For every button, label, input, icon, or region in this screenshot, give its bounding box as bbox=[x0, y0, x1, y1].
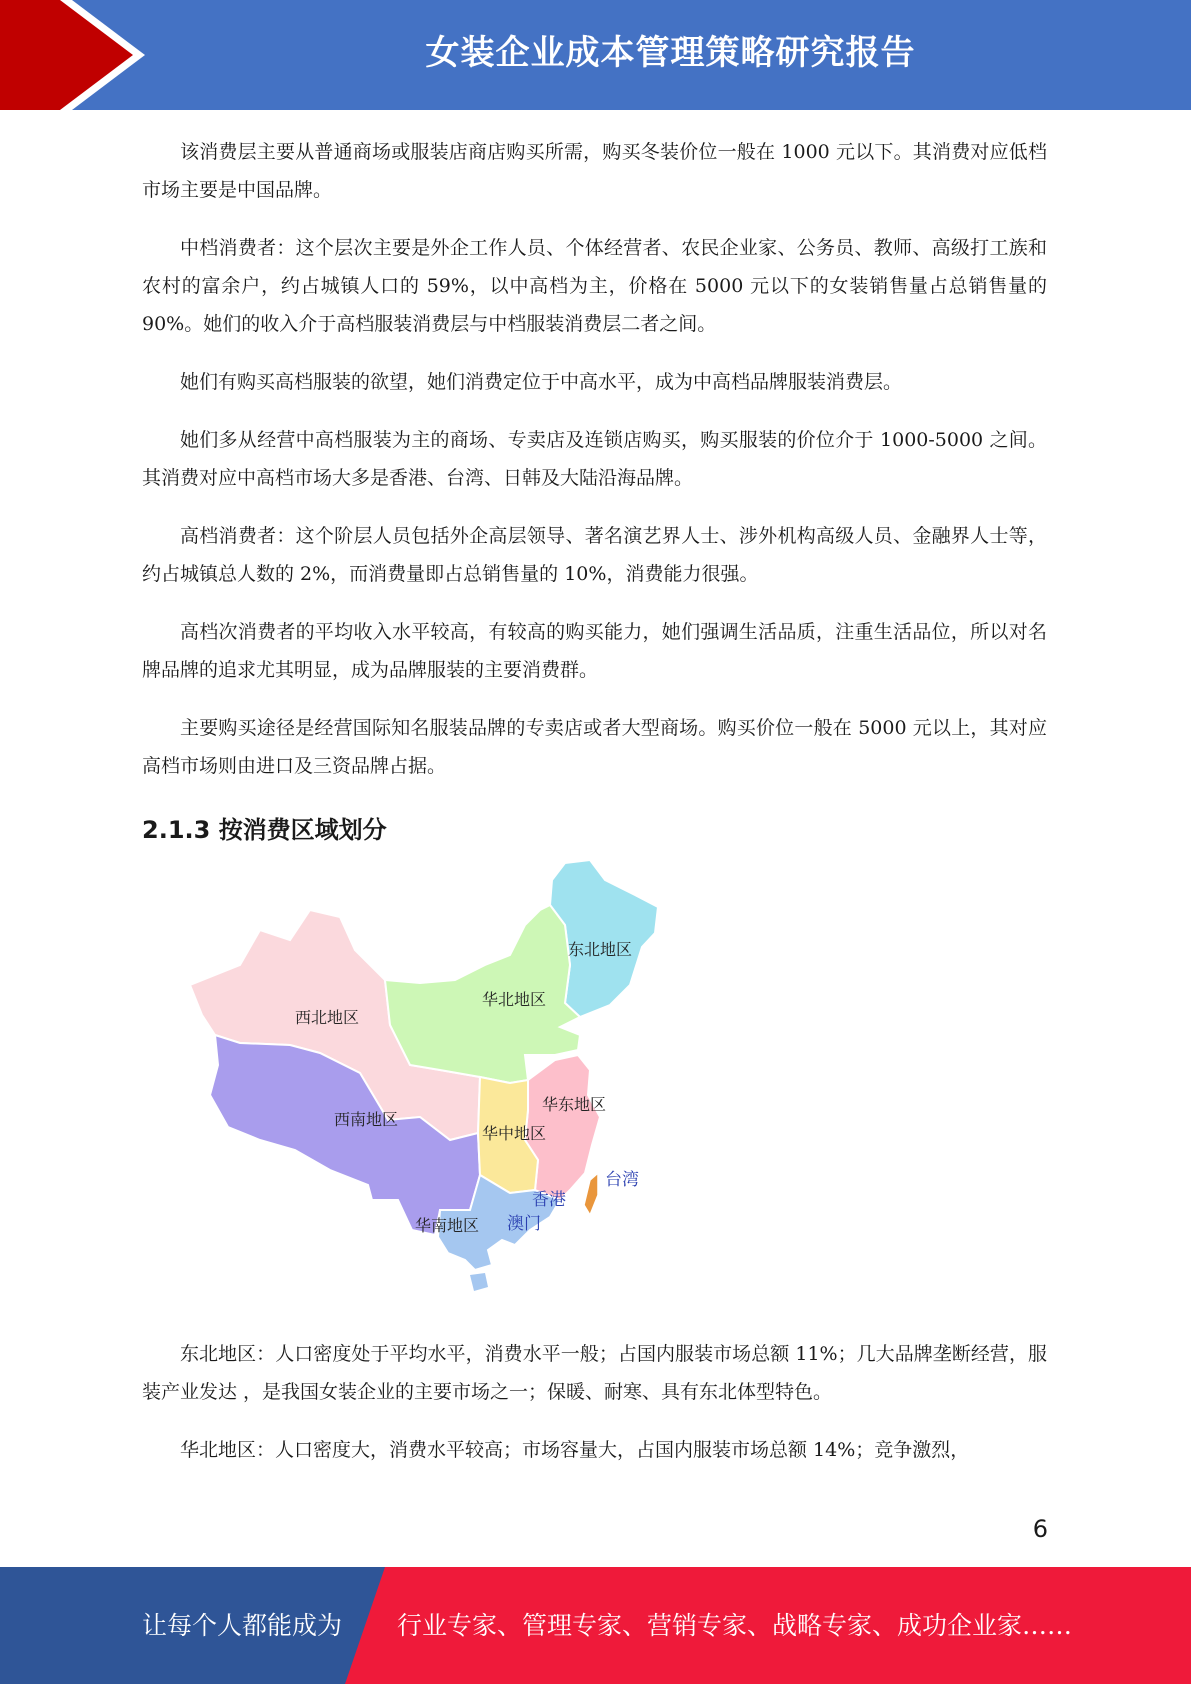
footer-slogan-right: 行业专家、管理专家、营销专家、战略专家、成功企业家…… bbox=[397, 1611, 1073, 1640]
label-south: 华南地区 bbox=[415, 1216, 480, 1235]
label-southwest: 西南地区 bbox=[334, 1110, 399, 1129]
paragraph: 中档消费者：这个层次主要是外企工作人员、个体经营者、农民企业家、公务员、教师、高级打工族和农村的富余户，约占城镇人口的 59%，以中高档为主，价格在 5000 元以下的女装销售量占总销售量的 90%。她们的收入介于高档服装消费层与中档服装消费层二者之间。 bbox=[142, 237, 1047, 335]
section-heading: 2.1.3 按消费区域划分 bbox=[142, 816, 387, 844]
label-macau: 澳门 bbox=[507, 1214, 541, 1234]
footer-slogan-left: 让每个人都能成为 bbox=[142, 1611, 343, 1640]
paragraph: 华北地区：人口密度大，消费水平较高；市场容量大，占国内服装市场总额 14%；竞争激烈， bbox=[180, 1439, 970, 1461]
paragraph: 该消费层主要从普通商场或服装店商店购买所需，购买冬装价位一般在 1000 元以下。其消费对应低档市场主要是中国品牌。 bbox=[142, 141, 1047, 201]
hainan-island bbox=[470, 1273, 488, 1291]
header-chevron-decoration bbox=[0, 0, 170, 110]
label-taiwan: 台湾 bbox=[605, 1170, 639, 1190]
paragraph: 高档消费者：这个阶层人员包括外企高层领导、著名演艺界人士、涉外机构高级人员、金融界人士等，约占城镇总人数的 2%，而消费量即占总销售量的 10%，消费能力很强。 bbox=[142, 525, 1047, 585]
china-region-map bbox=[142, 855, 1047, 1315]
report-title: 女装企业成本管理策略研究报告 bbox=[425, 33, 916, 73]
paragraph: 她们有购买高档服装的欲望，她们消费定位于中高水平，成为中高档品牌服装消费层。 bbox=[180, 371, 903, 393]
paragraph: 高档次消费者的平均收入水平较高，有较高的购买能力，她们强调生活品质，注重生活品位，所以对名牌品牌的追求尤其明显，成为品牌服装的主要消费群。 bbox=[142, 621, 1047, 681]
label-north: 华北地区 bbox=[482, 990, 547, 1009]
region-taiwan bbox=[584, 1173, 598, 1215]
label-northeast: 东北地区 bbox=[568, 940, 633, 959]
china-map-graphic bbox=[180, 855, 680, 1315]
label-northwest: 西北地区 bbox=[295, 1008, 360, 1027]
page-content bbox=[142, 133, 1047, 1489]
paragraph: 主要购买途径是经营国际知名服装品牌的专卖店或者大型商场。购买价位一般在 5000 元以上，其对应高档市场则由进口及三资品牌占据。 bbox=[142, 717, 1047, 777]
page-footer bbox=[0, 1567, 1191, 1684]
label-central: 华中地区 bbox=[482, 1124, 547, 1143]
page-header bbox=[0, 0, 1191, 110]
paragraph: 东北地区：人口密度处于平均水平，消费水平一般；占国内服装市场总额 11%；几大品牌垄断经营，服装产业发达 ，是我国女装企业的主要市场之一；保暖、耐寒、具有东北体型特色。 bbox=[142, 1343, 1047, 1403]
label-east: 华东地区 bbox=[542, 1095, 607, 1114]
label-hongkong: 香港 bbox=[532, 1190, 566, 1210]
paragraph: 她们多从经营中高档服装为主的商场、专卖店及连锁店购买，购买服装的价位介于 1000-5000 之间。其消费对应中高档市场大多是香港、台湾、日韩及大陆沿海品牌。 bbox=[142, 429, 1047, 489]
page-number: 6 bbox=[1032, 1515, 1048, 1543]
